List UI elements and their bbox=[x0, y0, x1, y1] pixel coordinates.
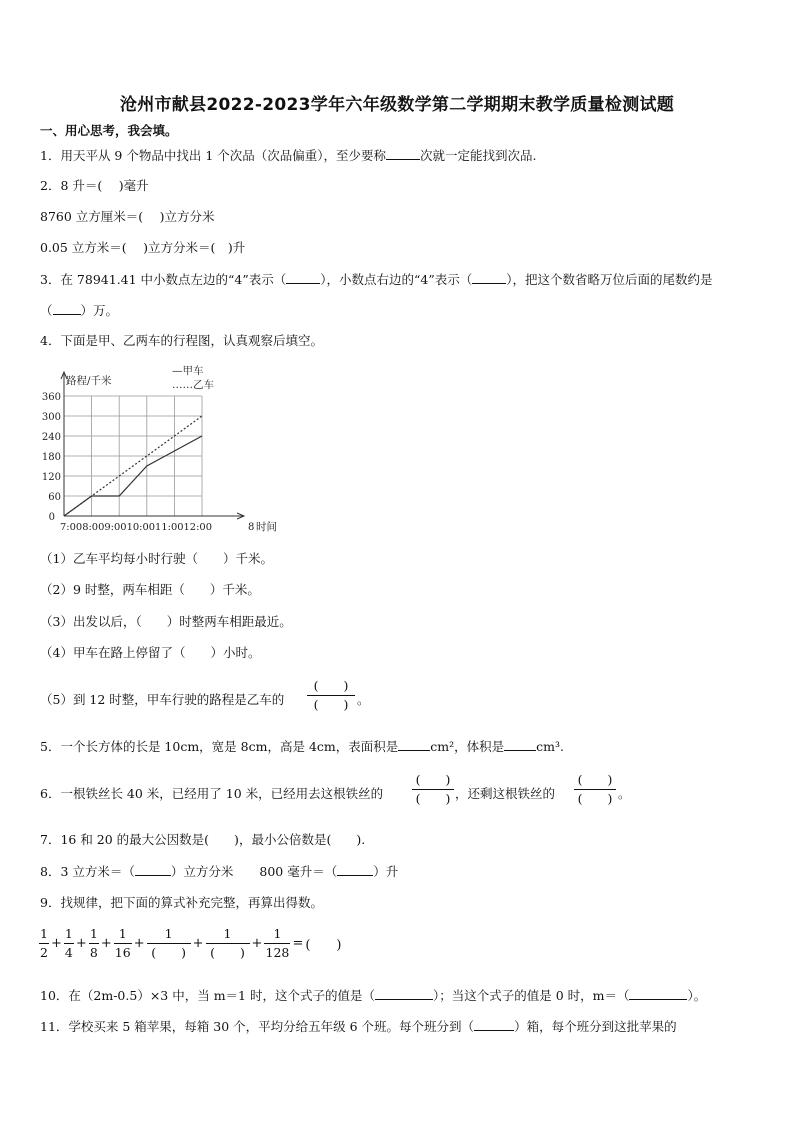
answer-blank[interactable] bbox=[286, 271, 320, 284]
legend-jia: —甲车 bbox=[172, 365, 204, 377]
travel-line-chart bbox=[34, 362, 284, 538]
question-7: 7．16 和 20 的最大公因数是( )，最小公倍数是( ). bbox=[40, 832, 366, 847]
y-tick-label: 240 bbox=[41, 432, 61, 443]
q3-text-e: ）万。 bbox=[80, 303, 119, 318]
q4-5-end: 。 bbox=[357, 692, 370, 707]
denominator-blank[interactable]: ( ) bbox=[313, 697, 349, 712]
fraction-blank[interactable] bbox=[411, 772, 455, 807]
q1-text-b: 次就一定能找到次品. bbox=[420, 148, 537, 163]
numerator-blank[interactable]: ( ) bbox=[577, 772, 613, 787]
x-axis-title: 时间 bbox=[256, 521, 277, 533]
question-2-line-2: 8760 立方厘米＝( )立方分米 bbox=[40, 209, 215, 224]
answer-blank[interactable] bbox=[472, 271, 506, 284]
q1-text-a: 1．用天平从 9 个物品中找出 1 个次品（次品偏重），至少要称 bbox=[40, 148, 387, 163]
denominator-blank[interactable]: ( ) bbox=[577, 791, 613, 806]
fraction-blank[interactable] bbox=[306, 678, 356, 713]
y-tick-label: 300 bbox=[41, 412, 61, 423]
q6-text-c: 。 bbox=[618, 786, 631, 801]
y-axis-title: 路程/千米 bbox=[66, 375, 112, 387]
q8-text-d: ）升 bbox=[373, 864, 399, 879]
x-tick-labels: 7:008:009:0010:0011:0012:00 bbox=[60, 522, 212, 533]
q11-text-a: 11．学校买来 5 箱苹果，每箱 30 个，平均分给五年级 6 个班。每个班分到（ bbox=[40, 1019, 475, 1034]
q3-text-a: 3．在 78941.41 中小数点左边的“4”表示（ bbox=[40, 272, 287, 287]
q3-text-b: ），小数点右边的“4”表示（ bbox=[320, 272, 473, 287]
y-tick-label: 60 bbox=[48, 492, 61, 503]
numerator-blank[interactable]: ( ) bbox=[415, 772, 451, 787]
question-2-line-3: 0.05 立方米＝( )立方分米＝( )升 bbox=[40, 240, 246, 255]
q10-text-b: ）；当这个式子的值是 0 时，m＝（ bbox=[432, 988, 630, 1003]
numerator-blank[interactable]: ( ) bbox=[313, 678, 349, 693]
question-5 bbox=[40, 738, 564, 755]
answer-blank[interactable] bbox=[386, 147, 420, 160]
series-line-yi bbox=[64, 416, 202, 516]
answer-blank[interactable] bbox=[504, 738, 536, 751]
q11-text-b: ）箱，每个班分到这批苹果的 bbox=[514, 1019, 677, 1034]
q8-text-c: 800 毫升＝（ bbox=[259, 864, 338, 879]
answer-blank[interactable] bbox=[629, 987, 687, 1000]
question-1 bbox=[40, 147, 537, 164]
q6-text-b: ，还剩这根铁丝的 bbox=[455, 786, 556, 801]
question-4-intro: 4．下面是甲、乙两车的行程图，认真观察后填空。 bbox=[40, 333, 323, 348]
fraction-blank[interactable]: $\frac{1}{( )}$ bbox=[206, 926, 250, 961]
question-4-4: （4）甲车在路上停留了（ ）小时。 bbox=[40, 645, 261, 660]
question-4-5: （5）到 12 时整，甲车行驶的路程是乙车的 bbox=[40, 692, 285, 707]
question-11 bbox=[40, 1018, 677, 1035]
question-3-cont bbox=[40, 302, 118, 319]
y-tick-label: 360 bbox=[41, 392, 61, 403]
answer-blank[interactable] bbox=[375, 987, 433, 1000]
y-tick-label: 120 bbox=[41, 472, 61, 483]
answer-blank[interactable]: ( ) bbox=[305, 938, 342, 953]
q8-text-a: 8．3 立方米＝（ bbox=[40, 864, 135, 879]
answer-blank[interactable] bbox=[337, 863, 373, 876]
answer-blank[interactable] bbox=[398, 738, 430, 751]
q3-text-c: ），把这个数省略万位后面的尾数约是 bbox=[506, 272, 713, 287]
answer-blank[interactable] bbox=[53, 302, 81, 315]
question-4-2: （2）9 时整，两车相距（ ）千米。 bbox=[40, 582, 260, 597]
answer-blank[interactable] bbox=[474, 1018, 514, 1031]
denominator-blank[interactable]: ( ) bbox=[415, 791, 451, 806]
page-title: 沧州市献县2022-2023学年六年级数学第二学期期末教学质量检测试题 bbox=[119, 95, 675, 115]
series-expression: $\frac{1}{2}$ + $\frac{1}{4}$ + $\frac{1}{8}$ + $\frac{1}{16}$ + $\frac{1}{( )}$ + $\frac{1}{( )}$ + $\frac{1}{128}$ = ( ) bbox=[40, 926, 342, 960]
question-3 bbox=[40, 271, 713, 288]
question-10 bbox=[40, 987, 706, 1004]
q5-text-b: cm²，体积是 bbox=[430, 739, 505, 754]
fraction-blank[interactable] bbox=[573, 772, 617, 807]
q8-text-b: ）立方分米 bbox=[170, 864, 234, 879]
legend-yi: ……乙车 bbox=[172, 379, 214, 391]
fraction-blank[interactable]: $\frac{1}{( )}$ bbox=[147, 926, 191, 961]
q10-text-c: ）。 bbox=[687, 988, 707, 1003]
question-8 bbox=[40, 863, 398, 880]
question-2-line-1: 2．8 升＝( )毫升 bbox=[40, 178, 149, 193]
q5-text-c: cm³. bbox=[536, 739, 564, 754]
question-6: 6．一根铁丝长 40 米，已经用了 10 米，已经用去这根铁丝的 bbox=[40, 786, 384, 801]
q10-text-a: 10．在（2m-0.5）×3 中，当 m＝1 时，这个式子的值是（ bbox=[40, 988, 375, 1003]
q3-text-d: （ bbox=[40, 303, 53, 318]
question-9-intro: 9．找规律，把下面的算式补充完整，再算出得数。 bbox=[40, 895, 323, 910]
y-tick-label: 180 bbox=[41, 452, 61, 463]
answer-blank[interactable] bbox=[135, 863, 171, 876]
q5-text-a: 5．一个长方体的长是 10cm，宽是 8cm，高是 4cm，表面积是 bbox=[40, 739, 399, 754]
x-axis-end-label: 8 bbox=[248, 522, 255, 533]
question-4-3: （3）出发以后，（ ）时整两车相距最近。 bbox=[40, 614, 292, 629]
section-heading: 一、用心思考，我会填。 bbox=[40, 123, 178, 138]
y-axis-zero-label: 0 bbox=[48, 512, 55, 523]
question-4-1: （1）乙车平均每小时行驶（ ）千米。 bbox=[40, 551, 273, 566]
